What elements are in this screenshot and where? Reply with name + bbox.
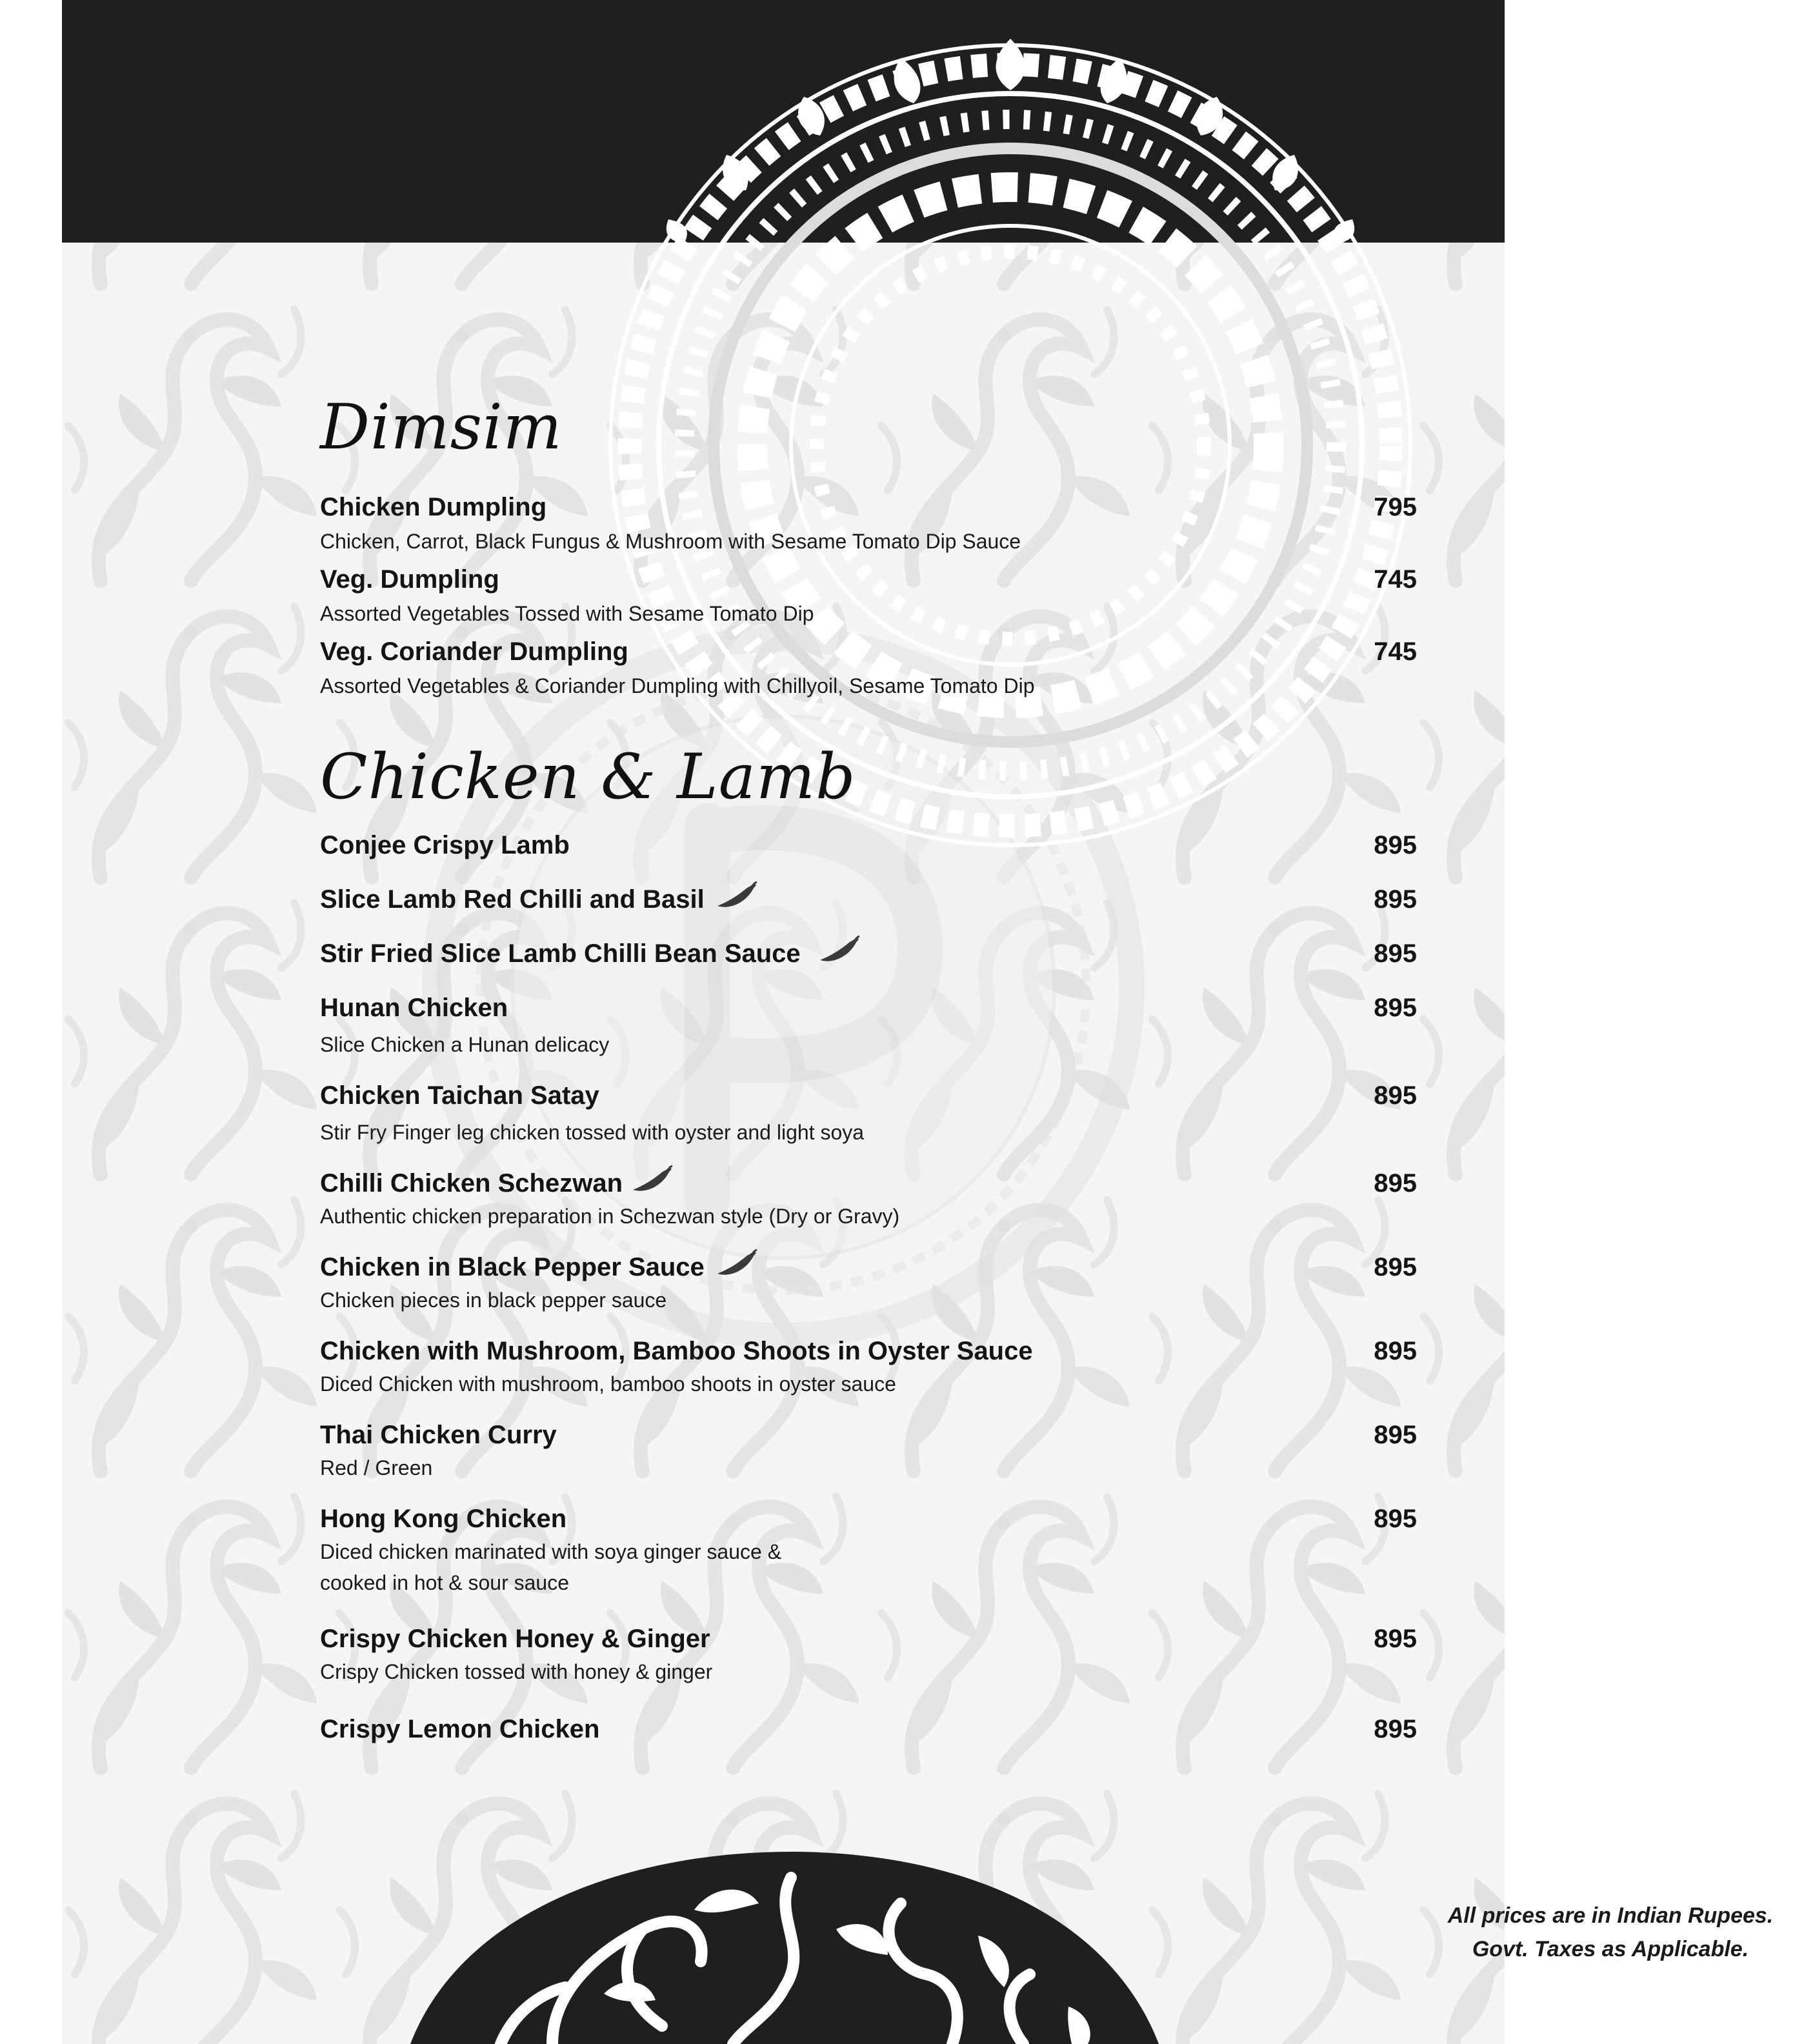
ornamental-medallion-top — [62, 0, 1505, 243]
item-name — [320, 939, 860, 969]
chilli-pepper-icon — [716, 1249, 757, 1278]
item-price: 895 — [1374, 1505, 1417, 1533]
item-price: 895 — [1374, 1253, 1417, 1281]
item-name: Crispy Lemon Chicken — [320, 1715, 600, 1743]
item-description: cooked in hot & sour sauce — [320, 1571, 570, 1594]
item-name: Conjee Crispy Lamb — [320, 831, 570, 859]
item-description: Red / Green — [320, 1456, 433, 1479]
item-price: 895 — [1374, 1169, 1417, 1197]
item-name-text: Stir Fried Slice Lamb Chilli Bean Sauce — [320, 939, 801, 968]
item-description: Slice Chicken a Hunan delicacy — [320, 1033, 610, 1056]
item-description: Chicken, Carrot, Black Fungus & Mushroom with Sesame Tomato Dip Sauce — [320, 530, 1021, 553]
item-price: 895 — [1374, 1081, 1417, 1110]
item-name: Veg. Dumpling — [320, 565, 499, 594]
item-name-text: Slice Lamb Red Chilli and Basil — [320, 885, 705, 914]
item-name: Chicken with Mushroom, Bamboo Shoots in Oyster Sauce — [320, 1337, 1033, 1365]
item-description: Diced Chicken with mushroom, bamboo shoots in oyster sauce — [320, 1372, 896, 1396]
item-price: 895 — [1374, 1625, 1417, 1653]
item-name — [320, 885, 757, 915]
ornamental-medallion-bottom — [62, 1832, 1505, 2044]
item-description: Crispy Chicken tossed with honey & ginger — [320, 1660, 713, 1683]
tax-note: Govt. Taxes as Applicable. — [1472, 1937, 1749, 1961]
item-description: Chicken pieces in black pepper sauce — [320, 1288, 667, 1312]
item-price: 895 — [1374, 1421, 1417, 1449]
item-price: 895 — [1374, 1715, 1417, 1743]
item-name: Hong Kong Chicken — [320, 1505, 567, 1533]
item-name-text: Chicken in Black Pepper Sauce — [320, 1253, 705, 1281]
chilli-pepper-icon — [632, 1165, 673, 1194]
item-price: 795 — [1374, 493, 1417, 521]
item-name: Hunan Chicken — [320, 994, 508, 1022]
item-description: Assorted Vegetables & Coriander Dumpling with Chillyoil, Sesame Tomato Dip — [320, 674, 1035, 697]
price-note: All prices are in Indian Rupees. — [1447, 1903, 1774, 1928]
item-name — [320, 1253, 757, 1283]
header-band — [62, 0, 1505, 243]
chilli-pepper-icon — [819, 936, 860, 964]
item-name-text: Chilli Chicken Schezwan — [320, 1169, 623, 1197]
item-name — [320, 1169, 673, 1199]
section-title-dimsim: Dimsim — [320, 391, 563, 463]
item-name: Veg. Coriander Dumpling — [320, 637, 628, 666]
chilli-pepper-icon — [716, 881, 757, 910]
item-description: Stir Fry Finger leg chicken tossed with oyster and light soya — [320, 1121, 865, 1144]
item-price: 895 — [1374, 994, 1417, 1022]
item-name: Chicken Taichan Satay — [320, 1081, 599, 1110]
item-price: 895 — [1374, 1337, 1417, 1365]
item-price: 895 — [1374, 831, 1417, 859]
item-price: 745 — [1374, 565, 1417, 594]
item-price: 895 — [1374, 939, 1417, 968]
item-description: Assorted Vegetables Tossed with Sesame Tomato Dip — [320, 602, 814, 625]
item-price: 745 — [1374, 637, 1417, 666]
item-description: Diced chicken marinated with soya ginger sauce & — [320, 1540, 782, 1563]
item-name: Chicken Dumpling — [320, 493, 547, 521]
item-name: Thai Chicken Curry — [320, 1421, 557, 1449]
item-description: Authentic chicken preparation in Schezwan style (Dry or Gravy) — [320, 1205, 900, 1228]
menu-page — [62, 0, 1774, 2044]
item-price: 895 — [1374, 885, 1417, 914]
section-title-chicken-lamb: Chicken & Lamb — [320, 741, 856, 813]
item-name: Crispy Chicken Honey & Ginger — [320, 1625, 710, 1653]
